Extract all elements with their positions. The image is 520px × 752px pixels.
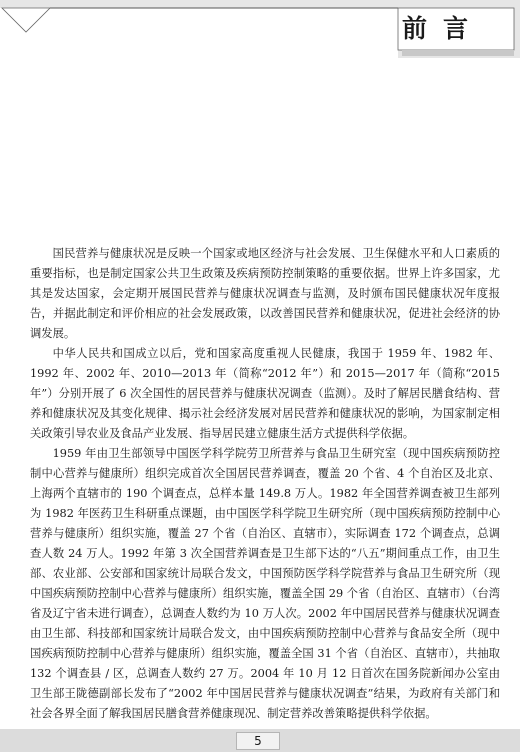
title-box-shadow xyxy=(402,50,514,56)
paragraph-3: 1959 年由卫生部领导中国医学科学院劳卫所营养与食品卫生研究室（现中国疾病预防控制中心营养与健康所）组织完成首次全国居民营养调查，覆盖 20 个省、4 个自治区及北京、上海两个直辖市的 190 个调查点，总样本量 149.8 万人。1982 年全国营养调查被卫生部列为 1982 年医药卫生科研重点课题，由中国医学科学院卫生研究所（现中国疾病预防控制中心营养与健康所）组织实施，覆盖 27 个省（自治区、直辖市），实际调查 172 个调查点，总调查人数 24 万人。1992 年第 3 次全国营养调查是卫生部下达的“八五”期间重点工作，由卫生部、农业部、公安部和国家统计局联合发文，中国预防医学科学院营养与食品卫生研究所（现中国疾病预防控制中心营养与健康所）组织实施，覆盖全国 29 个省（自治区、直辖市）（台湾省及辽宁省未进行调查），总调查人数约为 10 万人次。2002 年中国居民营养与健康状况调查由卫生部、科技部和国家统计局联合发文，由中国疾病预防控制中心营养与食品安全所（现中国疾病预防控制中心营养与健康所）组织实施，覆盖全国 31 个省（自治区、直辖市），共抽取 132 个调查县 / 区，总调查人数约 27 万。2004 年 10 月 12 日首次在国务院新闻办公室由卫生部王陇德副部长发布了“2002 年中国居民营养与健康状况调查”结果，为政府有关部门和社会各界全面了解我国居民膳食营养健康现况、制定营养改善策略提供科学依据。 xyxy=(30,447,500,720)
chapter-title: 前言 xyxy=(402,14,485,43)
header-notch-triangle xyxy=(2,8,50,32)
page-number: 5 xyxy=(236,732,280,750)
paragraph-2: 中华人民共和国成立以后，党和国家高度重视人民健康，我国于 1959 年、1982 年、1992 年、2002 年、2010—2013 年（简称“2012 年”）和 2015—2017 年（简称“2015 年”）分别开展了 6 次全国性的居民营养与健康状况调查（监测）。及时了解居民膳食结构、营养和健康状况及其变化规律、揭示社会经济发展对居民营养和健康状况的影响，为国家制定相关政策引导农业及食品产业发展、指导居民建立健康生活方式提供科学依据。 xyxy=(30,347,500,440)
body-text xyxy=(30,244,500,724)
paragraph-1: 国民营养与健康状况是反映一个国家或地区经济与社会发展、卫生保健水平和人口素质的重要指标，也是制定国家公共卫生政策及疾病预防控制策略的重要依据。世界上许多国家，尤其是发达国家，会定期开展国民营养与健康状况调查与监测，及时颁布国民健康状况年度报告，并据此制定和评价相应的社会发展政策，以改善国民营养和健康状况，促进社会经济的协调发展。 xyxy=(30,247,500,340)
